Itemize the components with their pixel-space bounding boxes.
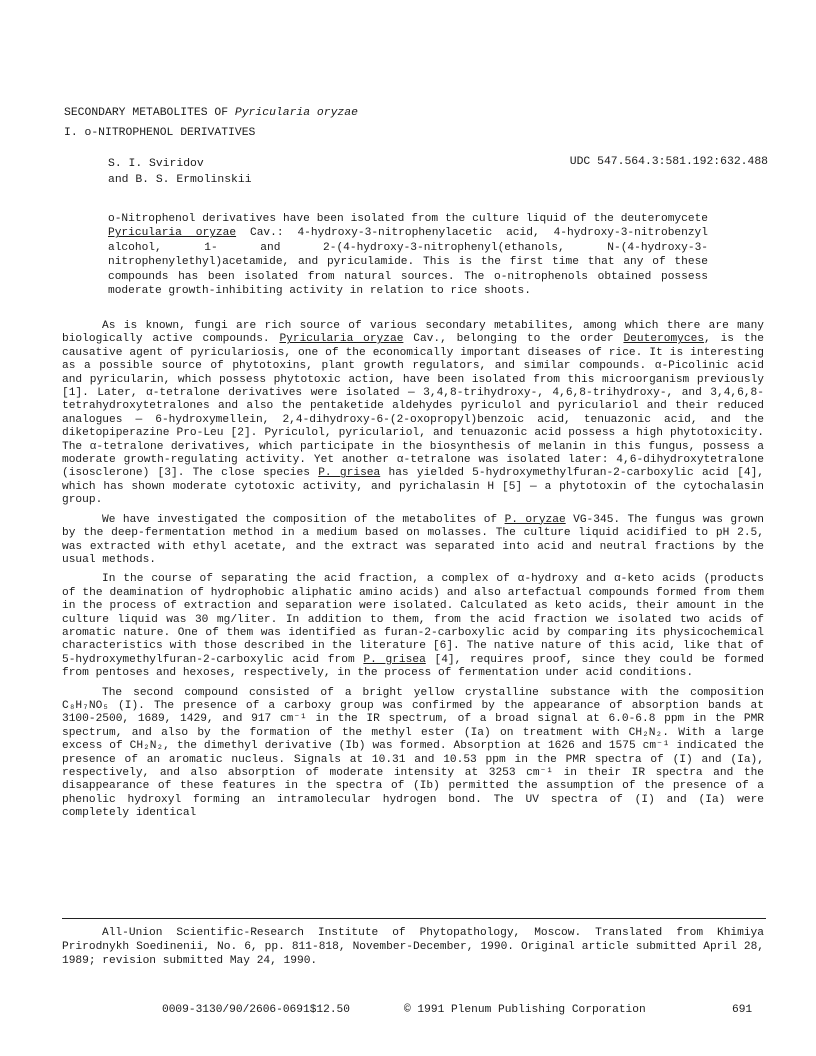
paper-title-line2: I. o-NITROPHENOL DERIVATIVES — [64, 127, 256, 139]
abstract-species: Pyricularia oryzae — [108, 227, 237, 240]
paragraph-text: Cav., belonging to the order — [403, 333, 624, 346]
abstract-text: o-Nitrophenol derivatives have been isolated from the culture liquid of the deuteromycete — [108, 213, 708, 225]
paragraph-text: VG-345. The fungus was grown by the deep-fermentation method in a medium based on molasses. The culture liquid acidified to pH 2.5, was extracted with ethyl acetate, and the extract was separated into acid and neutral fractions by the usual methods. — [62, 513, 764, 566]
species-name: Pyricularia oryzae — [279, 333, 404, 346]
author-line2: and B. S. Ermolinskii — [108, 174, 252, 186]
paragraph-text: , is the causative agent of pyriculariosis, one of the economically important diseases of rice. It is interesting as a possible source of phytotoxins, plant growth regulators, and similar compounds. α-Picolinic acid and pyricularin, which possess phytotoxic action, have been isolated from this microorganism previously [1]. Later, α-tetralone derivatives were isolated — 3,4,8-trihydroxy-, 4,6,8-trihydroxy-, and 3,4,6,8-tetrahydroxytetralones and also the pentaketide aldehydes pyriculol and pyriculariol and their reduced analogues — 6-hydroxymellein, 2,4-dihydroxy-6-(2-oxopropyl)benzoic acid, tenuazonic acid, and the diketopiperazine Pro-Leu [2]. Pyriculol, pyriculariol, and tenuazonic acid possess a high phytotoxicity. The α-tetralone derivatives, which participate in the biosynthesis of melanin in this fungus, possess a moderate growth-regulating activity. Yet another α-tetralone was isolated later: 4,6-dihydroxytetralone (isosclerone) [3]. The close species — [62, 333, 764, 480]
udc-code: UDC 547.564.3:581.192:632.488 — [569, 156, 768, 168]
order-name: Deuteromyces — [623, 333, 705, 346]
paragraph-text: [4], requires proof, since they could be formed from pentoses and hexoses, respectively, in the process of fermentation under acid conditions. — [62, 653, 764, 680]
paragraph-1 — [62, 320, 764, 508]
issn-code: 0009-3130/90/2606-0691$12.50 — [162, 1004, 350, 1016]
page-number: 691 — [732, 1004, 753, 1016]
title-species: Pyricularia oryzae — [234, 107, 358, 119]
paragraph-text: has yielded 5-hydroxymethylfuran-2-carboxylic acid [4], which has shown moderate cytotoxic activity, and pyrichalasin H [5] — a phytotoxin of the cytochalasin group. — [62, 467, 764, 507]
abstract — [108, 212, 708, 298]
paper-title-line1 — [64, 107, 358, 119]
copyright-notice: © 1991 Plenum Publishing Corporation — [404, 1004, 646, 1016]
footnote: All-Union Scientific-Research Institute of Phytopathology, Moscow. Translated from Khimiya Prirodnykh Soedinenii, No. 6, pp. 811-818, November-December, 1990. Original article submitted April 28, 1989; revision submitted May 24, 1990. — [62, 927, 764, 967]
footnote-divider — [62, 918, 766, 919]
paragraph-4 — [62, 687, 764, 821]
paragraph-text: As is known, fungi are rich source of various secondary metabilites, among which there are many biologically active compounds. — [62, 320, 764, 346]
authors — [108, 156, 252, 188]
abstract-text: Cav.: 4-hydroxy-3-nitrophenylacetic acid, 4-hydroxy-3-nitrobenzyl alcohol, 1- and 2-(4-hydroxy-3-nitrophenyl(ethanols, N-(4-hydroxy-3-nitrophenylethyl)acetamide, and pyriculamide. This is the first time that any of these compounds has been isolated from natural sources. The o-nitrophenols obtained possess moderate growth-inhibiting activity in relation to rice shoots. — [108, 227, 708, 298]
author-line1: S. I. Sviridov — [108, 158, 204, 170]
paragraph-text: In the course of separating the acid fraction, a complex of α-hydroxy and α-keto acids (products of the deamination of hydrophobic aliphatic amino acids) and also artefactual compounds formed from them in the process of extraction and separation were isolated. Calculated as keto acids, their amount in the culture liquid was 30 mg/liter. In addition to them, from the acid fraction we isolated two acids of aromatic nature. One of them was identified as furan-2-carboxylic acid by comparing its physicochemical characteristics with those described in the literature [6]. The native nature of this acid, like that of 5-hydroxymethylfuran-2-carboxylic acid from — [62, 573, 764, 666]
paragraph-text: The second compound consisted of a bright yellow crystalline substance with the composition C₈H₇NO₅ (I). The presence of a carboxy group was confirmed by the appearance of absorption bands at 3100-2500, 1689, 1429, and 917 cm⁻¹ in the IR spectrum, of a broad signal at 6.0-6.8 ppm in the PMR spectrum, and also by the formation of the methyl ester (Ia) on treatment with CH₂N₂. With a large excess of CH₂N₂, the dimethyl derivative (Ib) was formed. Absorption at 1626 and 1575 cm⁻¹ indicated the presence of an aromatic nucleus. Signals at 10.31 and 10.53 ppm in the PMR spectra of (I) and (Ia), respectively, and also absorption of moderate intensity at 3253 cm⁻¹ in their IR spectra and the disappearance of these features in the spectra of (Ib) permitted the assumption of the presence of a phenolic hydroxyl forming an intramolecular hydrogen bond. The UV spectra of (I) and (Ia) were completely identical — [62, 686, 764, 820]
species-name: P. oryzae — [504, 513, 566, 526]
species-name: P. grisea — [363, 653, 426, 666]
body-text — [62, 320, 764, 827]
paragraph-2 — [62, 514, 764, 568]
species-name: P. grisea — [318, 467, 381, 480]
paragraph-text: We have investigated the composition of the metabolites of — [102, 513, 505, 526]
title-prefix: SECONDARY METABOLITES OF — [64, 107, 235, 119]
paragraph-3 — [62, 573, 764, 680]
